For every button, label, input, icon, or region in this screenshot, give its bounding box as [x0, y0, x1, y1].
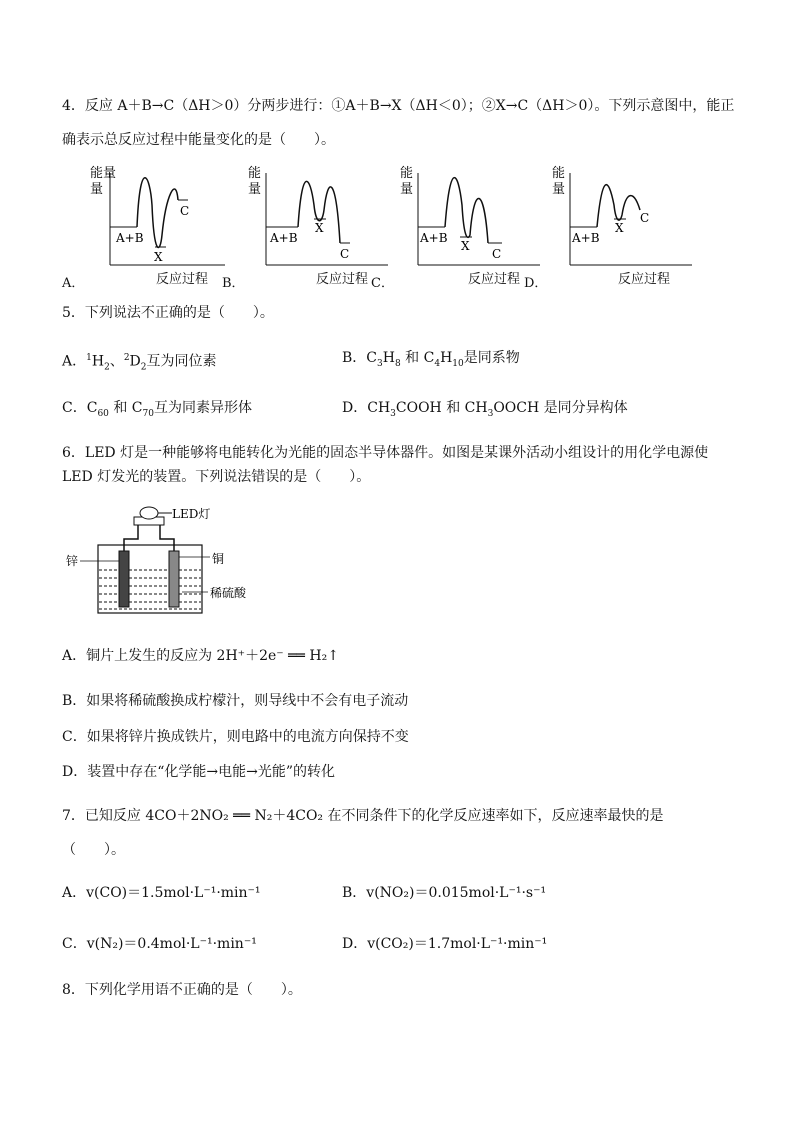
q4-stem-line1: 4．反应 A＋B→C（ΔH＞0）分两步进行：①A＋B→X（ΔH＜0）；②X→C（ΔH＞0）。下列示意图中，能正 [62, 98, 735, 114]
svg-text:能: 能 [248, 166, 262, 181]
q5-option-b[interactable]: B．$C_3H_8$ 和 $C_4H_{10}$是同系物 [342, 350, 520, 369]
q7-option-a[interactable]: A．v(CO)＝1.5mol·L⁻¹·min⁻¹ [62, 885, 261, 901]
q5-option-a[interactable]: A．$^1H_2$、$^2D_2$互为同位素 [62, 353, 217, 373]
svg-text:X: X [154, 250, 163, 264]
option-d-letter[interactable]: D． [524, 276, 548, 291]
q6-option-d[interactable]: D．装置中存在“化学能→电能→光能”的转化 [62, 764, 335, 780]
axis-y-label: 能量 [90, 166, 117, 181]
svg-text:A+B: A+B [270, 231, 298, 245]
q5-stem: 5．下列说法不正确的是（ ）。 [62, 305, 274, 321]
q6-stem-line1: 6．LED 灯是一种能够将电能转化为光能的固态半导体器件。如图是某课外活动小组设计的用化学电源使 [62, 445, 709, 461]
energy-diagram-d [552, 165, 712, 275]
svg-text:量: 量 [90, 182, 104, 197]
q6-option-c[interactable]: C．如果将锌片换成铁片，则电路中的电流方向保持不变 [62, 729, 409, 745]
label-led: LED灯 [172, 507, 211, 521]
svg-text:A+B: A+B [572, 231, 600, 245]
q6-option-a[interactable]: A．铜片上发生的反应为 2H⁺＋2e⁻ ══ H₂↑ [62, 648, 339, 664]
energy-diagram-c [400, 165, 560, 275]
q7-option-b[interactable]: B．v(NO₂)＝0.015mol·L⁻¹·s⁻¹ [342, 885, 547, 901]
option-c-letter[interactable]: C． [371, 276, 394, 291]
q4-stem-line2: 确表示总反应过程中能量变化的是（ ）。 [62, 132, 335, 148]
svg-text:X: X [615, 221, 624, 235]
q7-stem-line2: （ ）。 [62, 842, 125, 858]
label-zinc: 锌 [66, 554, 79, 568]
led-cell-apparatus [62, 505, 292, 620]
option-b-letter[interactable]: B． [222, 276, 245, 291]
svg-text:C: C [180, 204, 190, 218]
q8-stem: 8．下列化学用语不正确的是（ ）。 [62, 982, 302, 998]
svg-text:能: 能 [552, 166, 566, 181]
q5-option-c[interactable]: C．$C_{60}$ 和 $C_{70}$互为同素异形体 [62, 400, 252, 419]
q7-option-d[interactable]: D．v(CO₂)＝1.7mol·L⁻¹·min⁻¹ [342, 936, 548, 952]
q6-option-b[interactable]: B．如果将稀硫酸换成柠檬汁，则导线中不会有电子流动 [62, 693, 409, 709]
q7-option-c[interactable]: C．v(N₂)＝0.4mol·L⁻¹·min⁻¹ [62, 936, 257, 952]
option-a-letter[interactable]: A． [62, 276, 85, 291]
q7-stem-line1: 7．已知反应 4CO＋2NO₂ ══ N₂＋4CO₂ 在不同条件下的化学反应速率如下，反应速率最快的是 [62, 808, 664, 824]
energy-diagram-a [70, 165, 230, 275]
svg-text:A+B: A+B [116, 231, 144, 245]
svg-text:能: 能 [400, 166, 414, 181]
label-copper: 铜 [212, 552, 225, 566]
energy-diagram-b [248, 165, 408, 275]
svg-text:量: 量 [248, 182, 262, 197]
axis-x-label: 反应过程 [156, 272, 209, 287]
svg-text:量: 量 [552, 182, 566, 197]
svg-text:X: X [461, 239, 470, 253]
svg-text:量: 量 [400, 182, 414, 197]
svg-text:X: X [315, 221, 324, 235]
q6-stem-line2: LED 灯发光的装置。下列说法错误的是（ ）。 [62, 469, 371, 485]
svg-text:C: C [640, 211, 650, 225]
svg-text:C: C [340, 247, 350, 261]
label-acid: 稀硫酸 [210, 586, 247, 600]
svg-text:A+B: A+B [420, 231, 448, 245]
q5-option-d[interactable]: D．$CH_3COOH$ 和 $CH_3OOCH$ 是同分异构体 [342, 400, 628, 419]
svg-text:C: C [492, 247, 502, 261]
